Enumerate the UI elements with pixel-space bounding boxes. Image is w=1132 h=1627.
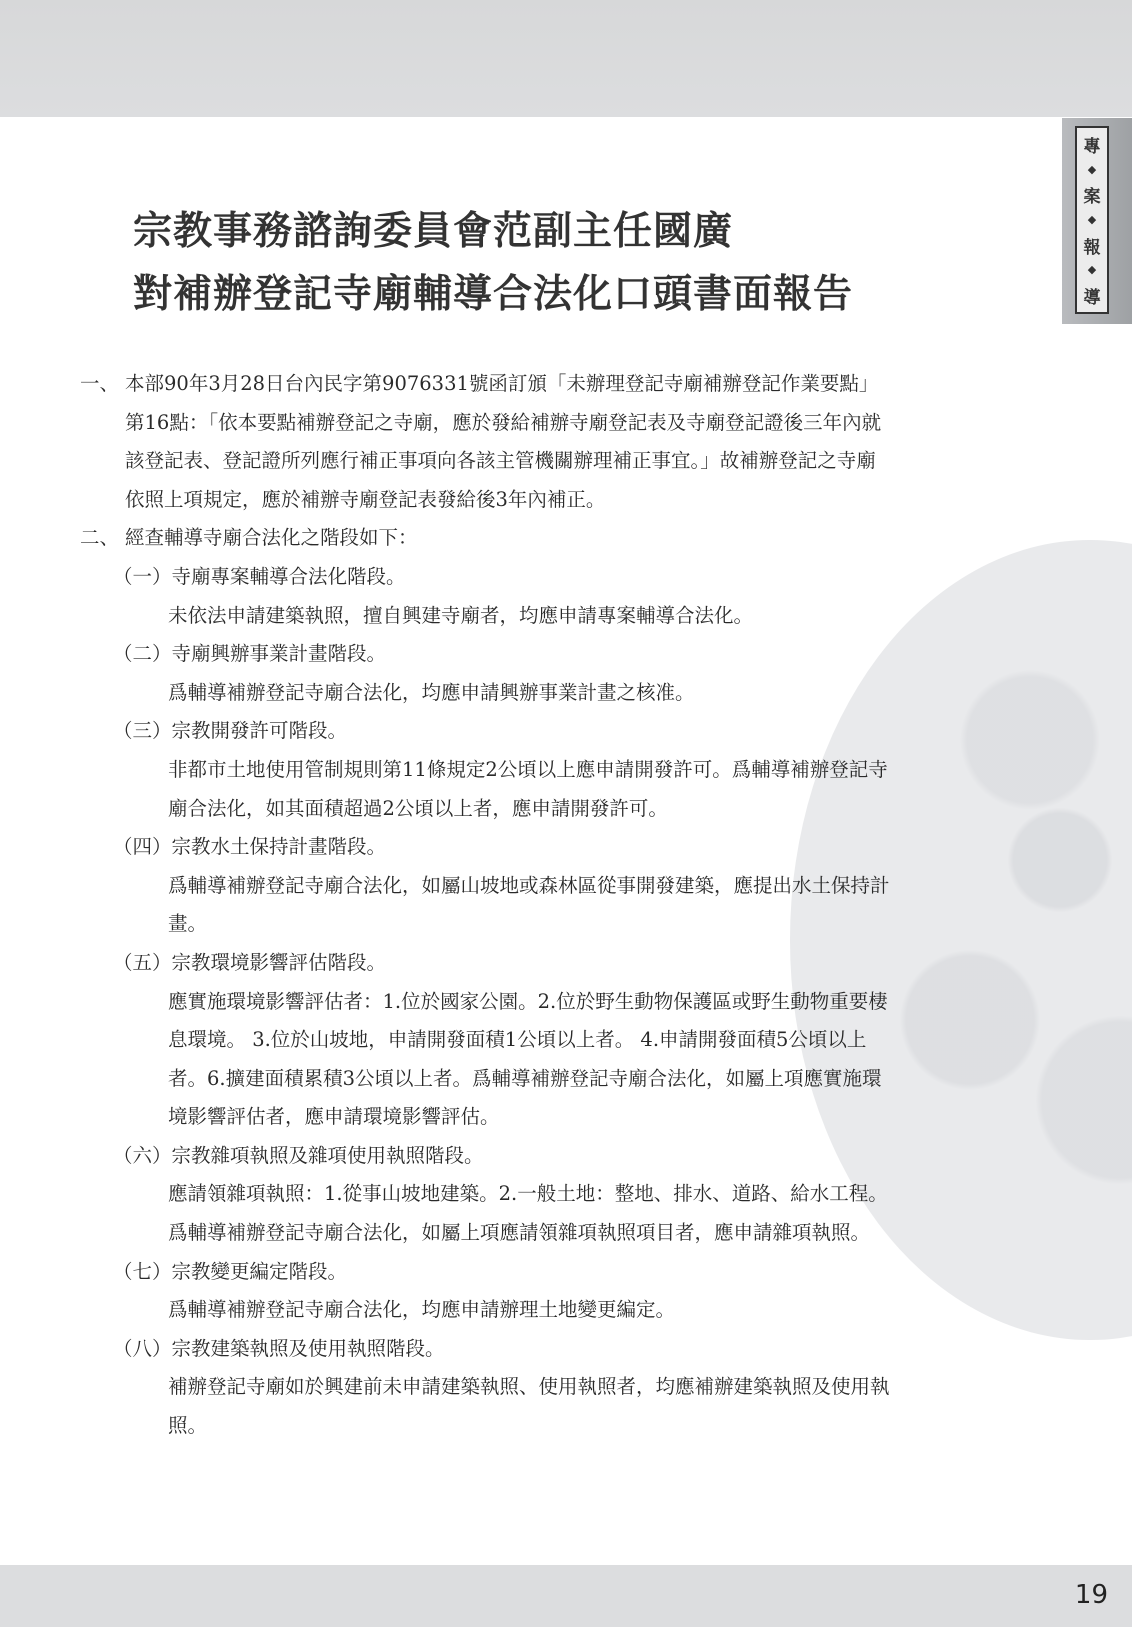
- stage-text: 應實施環境影響評估者：1.位於國家公園。2.位於野生動物保護區或野生動物重要棲息環境。 3.位於山坡地，申請開發面積1公頃以上者。 4.申請開發面積5公頃以上者。6.擴建面積累積3公頃以上者。爲輔導補辦登記寺廟合法化，如屬上項應實施環境影響評估者，應申請環境影響評估。: [168, 989, 888, 1129]
- section-2: [80, 519, 900, 558]
- diamond-icon: ◆: [1087, 162, 1097, 176]
- diamond-icon: ◆: [1087, 212, 1097, 226]
- section-tab: [1062, 118, 1132, 324]
- stage-heading: （四）宗教水土保持計畫階段。: [113, 835, 387, 859]
- bottom-band: [0, 1565, 1132, 1627]
- page-title: [133, 200, 1033, 326]
- title-line-1: 宗教事務諮詢委員會范副主任國廣: [133, 209, 734, 254]
- section-number: 一、: [80, 372, 120, 395]
- report-body: [80, 365, 900, 1446]
- section-number: 二、: [80, 526, 120, 550]
- stage-heading: （三）宗教開發許可階段。: [113, 719, 348, 743]
- stage-heading: （五）宗教環境影響評估階段。: [113, 950, 387, 974]
- stage-text: 非都市土地使用管制規則第11條規定2公頃以上應申請開發許可。爲輔導補辦登記寺廟合法化，如其面積超過2公頃以上者，應申請開發許可。: [168, 757, 888, 820]
- section-text: 本部90年3月28日台內民字第9076331號函訂頒「未辦理登記寺廟補辦登記作業要點」第16點：「依本要點補辦登記之寺廟，應於發給補辦寺廟登記表及寺廟登記證後三年內就該登記表、登記證所列應行補正事項向各該主管機關辦理補正事宜。」故補辦登記之寺廟依照上項規定，應於補辦寺廟登記表發給後3年內補正。: [125, 372, 882, 511]
- stage-text: 未依法申請建築執照，擅自興建寺廟者，均應申請專案輔導合法化。: [168, 603, 754, 627]
- stage-text: 應請領雜項執照：1.從事山坡地建築。2.一般土地：整地、排水、道路、給水工程。爲輔導補辦登記寺廟合法化，如屬上項應請領雜項執照項目者，應申請雜項執照。: [168, 1182, 888, 1245]
- section-tab-char: 專: [1083, 137, 1101, 158]
- section-tab-char: 導: [1083, 287, 1101, 308]
- section-tab-char: 報: [1083, 237, 1101, 258]
- diamond-icon: ◆: [1087, 263, 1097, 277]
- section-tab-label: [1075, 126, 1109, 314]
- section-1: [80, 365, 900, 519]
- stage-heading: （八）宗教建築執照及使用執照階段。: [113, 1336, 445, 1360]
- page-number: 19: [1074, 1580, 1108, 1610]
- stage-heading: （七）宗教變更編定階段。: [113, 1259, 348, 1283]
- stage-heading: （六）宗教雜項執照及雜項使用執照階段。: [113, 1143, 484, 1167]
- section-tab-char: 案: [1083, 187, 1101, 208]
- stage-text: 補辦登記寺廟如於興建前未申請建築執照、使用執照者，均應補辦建築執照及使用執照。: [168, 1375, 890, 1438]
- stage-text: 爲輔導補辦登記寺廟合法化，均應申請辦理土地變更編定。: [168, 1298, 676, 1322]
- top-band: [0, 0, 1132, 117]
- stage-heading: （一）寺廟專案輔導合法化階段。: [113, 564, 406, 588]
- stage-text: 爲輔導補辦登記寺廟合法化，均應申請興辦事業計畫之核准。: [168, 680, 695, 704]
- title-line-2: 對補辦登記寺廟輔導合法化口頭書面報告: [133, 272, 854, 317]
- section-text: 經查輔導寺廟合法化之階段如下：: [125, 526, 418, 550]
- stage-heading: （二）寺廟興辦事業計畫階段。: [113, 642, 387, 666]
- stage-text: 爲輔導補辦登記寺廟合法化，如屬山坡地或森林區從事開發建築，應提出水土保持計畫。: [168, 873, 890, 936]
